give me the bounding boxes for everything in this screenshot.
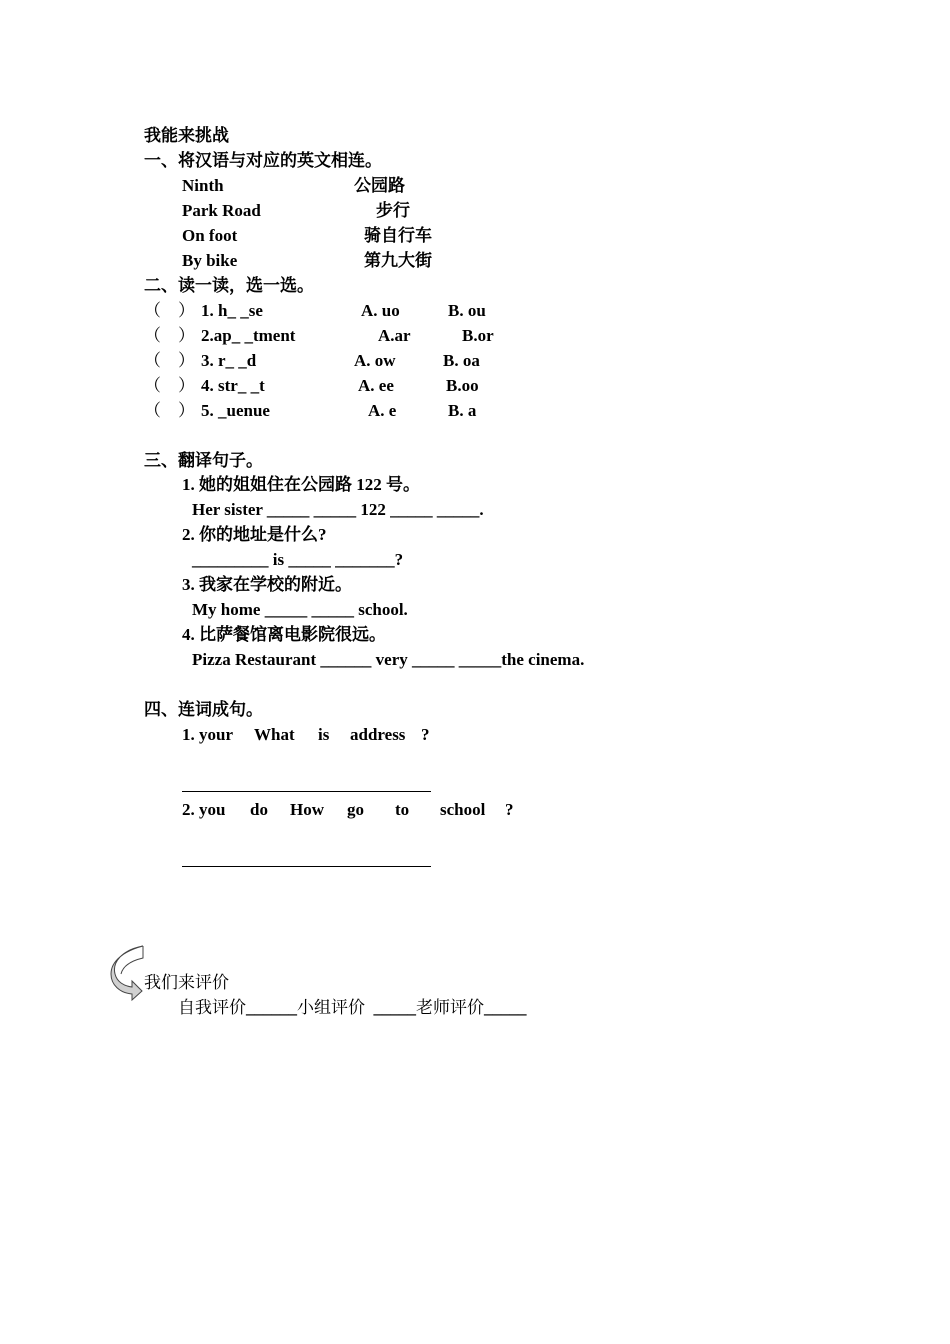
word: ?	[505, 800, 514, 819]
teacher-evaluation-label: 老师评价	[416, 998, 484, 1017]
match-english-item: Ninth	[182, 176, 224, 195]
translate-chinese: 2. 你的地址是什么?	[182, 525, 327, 544]
translate-english: _________ is _____ _______?	[192, 550, 404, 569]
group-evaluation-label: 小组评价	[297, 998, 365, 1017]
option-a: A. e	[368, 401, 397, 420]
page-title: 我能来挑战	[144, 126, 229, 145]
word: How	[290, 800, 324, 819]
translate-english: My home _____ _____ school.	[192, 600, 408, 619]
match-chinese-item: 公园路	[354, 176, 405, 195]
question-word: 3. r_ _d	[201, 351, 257, 370]
word: 2. you	[182, 800, 226, 819]
evaluation-row	[178, 997, 527, 1019]
option-a: A. ee	[358, 376, 394, 395]
option-b: B.or	[462, 326, 494, 345]
self-evaluation-blank[interactable]: ______	[246, 998, 297, 1017]
option-b: B. oa	[443, 351, 480, 370]
translate-chinese: 3. 我家在学校的附近。	[182, 575, 352, 594]
option-a: A.ar	[378, 326, 411, 345]
word: 1. your	[182, 725, 233, 744]
teacher-evaluation-blank[interactable]: _____	[484, 998, 527, 1017]
section-3-heading: 三、翻译句子。	[144, 451, 263, 470]
word: to	[395, 800, 410, 819]
match-english-item: On foot	[182, 226, 238, 245]
answer-paren: （ ）	[144, 401, 195, 420]
translate-english: Pizza Restaurant ______ very _____ _____the cinema.	[192, 650, 585, 669]
match-chinese-item: 骑自行车	[364, 226, 432, 245]
section-2-heading: 二、读一读，选一选。	[144, 276, 314, 295]
question-word: 5. _uenue	[201, 401, 270, 420]
translate-english: Her sister _____ _____ 122 _____ _____.	[192, 500, 484, 519]
match-english-item: By bike	[182, 251, 238, 270]
word: is	[318, 725, 330, 744]
section-1-heading: 一、将汉语与对应的英文相连。	[144, 151, 382, 170]
translate-chinese: 1. 她的姐姐住在公园路 122 号。	[182, 475, 420, 494]
answer-paren: （ ）	[144, 351, 195, 370]
answer-paren: （ ）	[144, 376, 195, 395]
word: address	[350, 725, 406, 744]
question-word: 1. h_ _se	[201, 301, 263, 320]
match-chinese-item: 第九大街	[364, 251, 432, 270]
self-evaluation-label: 自我评价	[178, 998, 246, 1017]
word: ?	[421, 725, 430, 744]
match-english-item: Park Road	[182, 201, 261, 220]
answer-line	[182, 791, 431, 792]
word: What	[254, 725, 295, 744]
word: do	[250, 800, 268, 819]
question-word: 2.ap_ _tment	[201, 326, 296, 345]
option-a: A. uo	[361, 301, 400, 320]
option-b: B. a	[448, 401, 477, 420]
answer-paren: （ ）	[144, 301, 195, 320]
option-b: B.oo	[446, 376, 479, 395]
answer-paren: （ ）	[144, 326, 195, 345]
match-chinese-item: 步行	[376, 201, 410, 220]
option-a: A. ow	[354, 351, 396, 370]
group-evaluation-blank[interactable]: _____	[373, 998, 416, 1017]
section-4-heading: 四、连词成句。	[144, 700, 263, 719]
question-word: 4. str_ _t	[201, 376, 265, 395]
word: school	[440, 800, 486, 819]
answer-line	[182, 866, 431, 867]
evaluation-heading: 我们来评价	[144, 973, 229, 992]
option-b: B. ou	[448, 301, 486, 320]
translate-chinese: 4. 比萨餐馆离电影院很远。	[182, 625, 386, 644]
word: go	[347, 800, 364, 819]
